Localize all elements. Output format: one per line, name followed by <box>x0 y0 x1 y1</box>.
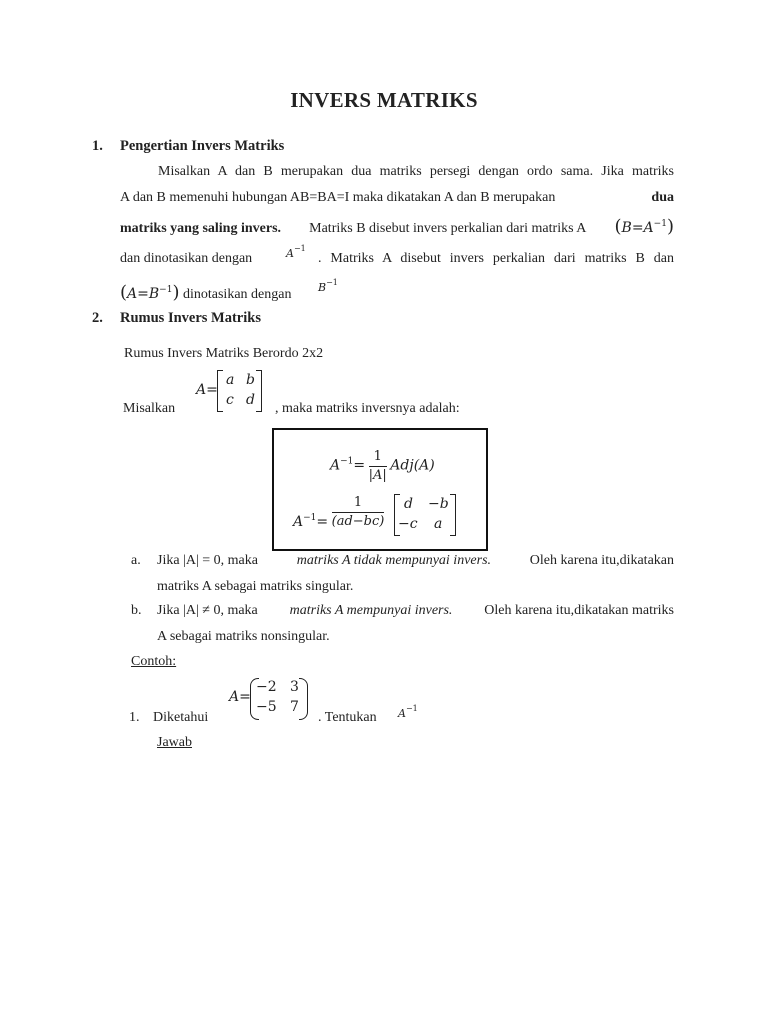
matrix-a-12: b <box>246 372 255 388</box>
formula-1: $A^{-1}=$ $\frac{1}{|A|}$ Adj(A) <box>330 449 435 483</box>
section-1-number: 1. <box>92 138 103 154</box>
section-1-line-1: Misalkan A dan B merupakan dua matriks persegi dengan ordo sama. Jika matriks <box>158 164 674 179</box>
section-2-number: 2. <box>92 310 103 326</box>
matrix-a-11: a <box>226 372 235 388</box>
formula-2: $A_{-1}=$ $\frac{1}{(ad-bc)}$ <box>293 495 385 530</box>
matrix-a-21: c <box>226 392 234 408</box>
item-b-label: b. <box>131 603 142 618</box>
item-a-label: a. <box>131 553 141 568</box>
example-1-text: Diketahui <box>153 710 209 725</box>
section-1-line-4-rest: . Matriks A disebut invers perkalian dari matriks B dan <box>318 251 674 266</box>
line2-bold: dua <box>651 190 674 205</box>
section-1-line-3 <box>120 216 674 237</box>
contoh-label: Contoh: <box>131 654 177 669</box>
section-1-line-4-text: dan dinotasikan dengan <box>120 251 253 266</box>
formula-box <box>272 428 488 551</box>
item-a-line-2: matriks A sebagai matriks singular. <box>157 579 354 594</box>
section-1-line-5: $(A=B^{-1})$ dinotasikan dengan <box>120 282 292 303</box>
line3-math: $(B=A^{-1})$ <box>614 216 674 237</box>
section-2-subtitle: Rumus Invers Matriks Berordo 2x2 <box>124 346 324 361</box>
misalkan-label: Misalkan <box>123 401 176 416</box>
example-matrix: A= −2 3 −5 7 <box>229 678 311 720</box>
line3-bold: matriks yang saling invers. <box>120 221 282 236</box>
maka-text: , maka matriks inversnya adalah: <box>275 401 460 416</box>
item-a-line-1: Jika |A| = 0, maka matriks A tidak mempunyai invers. Oleh karena itu,dikatakan <box>157 553 674 568</box>
document-title: INVERS MATRIKS <box>290 88 478 112</box>
matrix-a-definition: A= a b c d <box>196 370 266 412</box>
item-b-line-2: A sebagai matriks nonsingular. <box>157 629 330 644</box>
binv-symbol: $B^{-1}$ <box>318 278 338 294</box>
tentukan-text: . Tentukan <box>318 710 377 725</box>
line3-text: Matriks B disebut invers perkalian dari matriks A <box>309 221 587 236</box>
section-1-heading: Pengertian Invers Matriks <box>120 138 285 154</box>
example-1-label: 1. <box>129 710 140 725</box>
item-b-line-1: Jika |A| ≠ 0, maka matriks A mempunyai invers. Oleh karena itu,dikatakan matriks <box>157 603 674 618</box>
adjoint-matrix: d −b −c a <box>394 494 458 536</box>
jawab-label: Jawab <box>157 735 192 750</box>
ainv-symbol: $A^{-1}$ <box>286 244 306 260</box>
line2-text: A dan B memenuhi hubungan AB=BA=I maka dikatakan A dan B merupakan <box>120 190 556 205</box>
matrix-a-22: d <box>246 392 255 408</box>
example-target: $A^{-1}$ <box>398 704 418 720</box>
section-1-line-2 <box>120 190 674 206</box>
section-2-heading: Rumus Invers Matriks <box>120 310 261 326</box>
